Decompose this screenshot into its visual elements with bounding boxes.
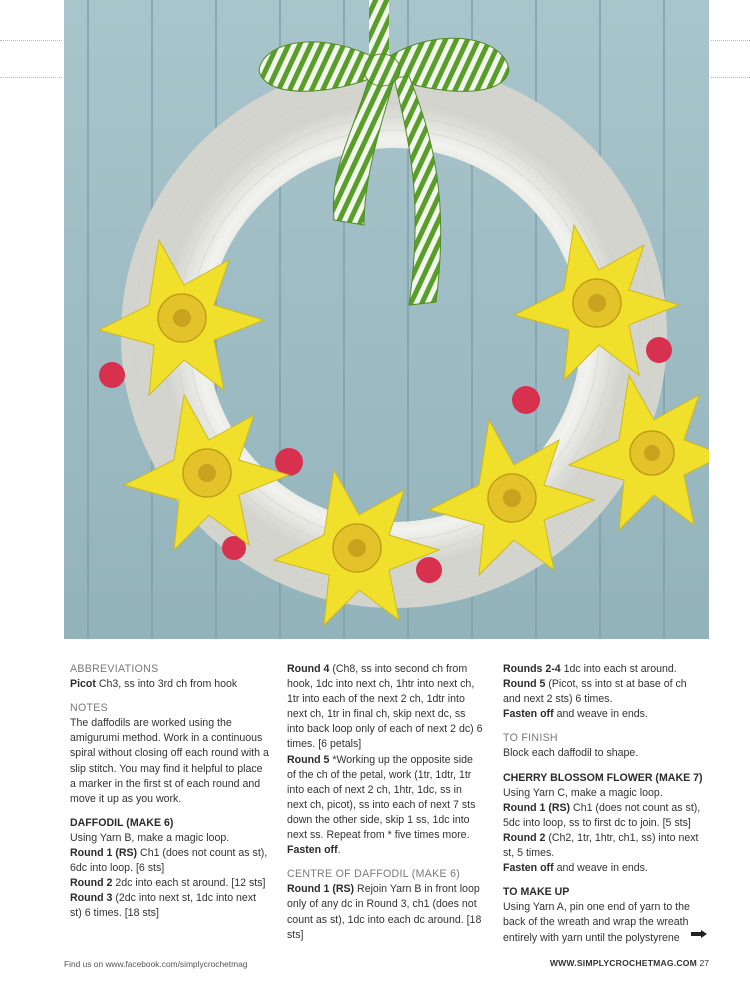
round-1 [70, 846, 270, 876]
round-2 [70, 876, 270, 891]
notes-text: The daffodils are worked using the amigurumi method. Work in a continuous spiral without closing off each round with a slip stitch. You may find it helpful to place a marker in the first st of each round and move it up as you work. [70, 717, 269, 805]
centre-round-5 [503, 677, 703, 707]
footer-site [550, 958, 709, 968]
column-1 [70, 662, 270, 922]
yarn-c-instruction: Using Yarn C, make a magic loop. [503, 786, 663, 799]
fasten-off-weave [503, 707, 703, 722]
dotted-rule-left-bottom [0, 77, 62, 78]
continue-arrow-icon [691, 930, 707, 938]
cherry-round-1 [503, 801, 703, 831]
round-4 [287, 662, 483, 753]
to-make-up-text: Using Yarn A, pin one end of yarn to the back of the wreath and wrap the wreath entirely with yarn until the polystyrene [503, 901, 690, 944]
round-5 [287, 753, 483, 844]
cherry-blossom-heading: CHERRY BLOSSOM FLOWER (MAKE 7) [503, 771, 703, 784]
centre-round-5-text: (Picot, ss into st at base of ch and next 2 sts) 6 times. [503, 678, 687, 706]
website-link[interactable]: WWW.SIMPLYCROCHETMAG.COM [549, 958, 698, 968]
cherry-round-1-text: Ch1 (does not count as st), 5dc into loop, ss to first dc to join. [5 sts] [503, 801, 701, 829]
page-number: 27 [699, 958, 709, 968]
centre-round-1 [287, 882, 483, 942]
round-3-text: (2dc into next st, 1dc into next st) 6 times. [18 sts] [70, 892, 257, 920]
to-finish-heading: TO FINISH [503, 732, 558, 745]
cherry-fasten-off [503, 861, 703, 876]
cherry-fasten-off-label: Fasten off [503, 862, 554, 875]
daffodil-heading: DAFFODIL (MAKE 6) [70, 816, 174, 829]
wreath-photo [64, 0, 709, 639]
cherry-round-2-text: (Ch2, 1tr, 1htr, ch1, ss) into next st, 5 times. [503, 831, 699, 860]
round-3 [70, 891, 270, 921]
notes-heading: NOTES [70, 702, 108, 715]
dotted-rule-left-top [0, 40, 62, 41]
fasten-off [287, 843, 483, 858]
to-make-up-heading: TO MAKE UP [503, 886, 570, 899]
cherry-round-2 [503, 831, 703, 861]
fasten-off-label: Fasten off [287, 844, 338, 857]
centre-round-5-label: Round 5 [503, 678, 546, 691]
round-2-text: 2dc into each st around. [12 sts] [112, 877, 266, 890]
centre-heading: CENTRE OF DAFFODIL (MAKE 6) [287, 868, 461, 881]
dotted-rule-right-top [711, 40, 750, 41]
round-3-label: Round 3 [70, 892, 113, 905]
column-3 [503, 662, 703, 946]
round-4-text: (Ch8, ss into second ch from hook, 1dc into next ch, 1htr into next ch, 1tr into each of the next 2 ch, 1dtr into next ch, 1tr in final ch, skip next dc, ss into back loop only of each of next 2 dc) 6 times. [6 petals] [287, 663, 483, 751]
fasten-off-weave-label: Fasten off [503, 708, 554, 721]
footer-prefix: Find us on [64, 959, 106, 969]
column-2 [287, 662, 483, 943]
picot-abbreviation [70, 677, 270, 692]
centre-round-1-text: Rejoin Yarn B in front loop only of any dc in Round 3, ch1 (does not count as st), 1dc into each dc around. [18 sts] [287, 883, 482, 941]
picot-definition: Ch3, ss into 3rd ch from hook [95, 678, 238, 691]
round-5-label: Round 5 [287, 753, 330, 766]
dotted-rule-right-bottom [711, 77, 750, 78]
rounds-2-4-text: 1dc into each st around. [560, 663, 677, 675]
round-4-label: Round 4 [287, 663, 330, 675]
yarn-b-instruction: Using Yarn B, make a magic loop. [70, 831, 230, 844]
footer-facebook [64, 959, 247, 969]
facebook-link[interactable]: www.facebook.com/simplycrochetmag [105, 959, 248, 969]
cherry-fasten-off-text: and weave in ends. [553, 862, 648, 875]
rounds-2-4-label: Rounds 2-4 [503, 663, 561, 675]
round-5-text: *Working up the opposite side of the ch of the petal, work (1tr, 1dtr, 1tr into each of next 2 ch, 1htr, 1dc, ss in next ch, picot), ss into each of next 7 sts down the other side, skip 1 ss, 1dc into next ss. Repeat from * five times more. [287, 753, 476, 842]
round-2-label: Round 2 [70, 877, 113, 890]
cherry-round-2-label: Round 2 [503, 831, 546, 844]
cherry-round-1-label: Round 1 (RS) [503, 801, 571, 814]
centre-round-1-label: Round 1 (RS) [287, 883, 355, 896]
picot-term: Picot [70, 678, 96, 691]
to-finish-text: Block each daffodil to shape. [503, 747, 639, 760]
fasten-off-weave-text: and weave in ends. [553, 708, 648, 721]
round-1-label: Round 1 (RS) [70, 847, 138, 860]
fasten-off-tail: . [337, 844, 341, 857]
abbreviations-heading: ABBREVIATIONS [70, 663, 159, 675]
round-1-text: Ch1 (does not count as st), 6dc into loop. [6 sts] [70, 847, 268, 875]
rounds-2-4 [503, 662, 703, 677]
